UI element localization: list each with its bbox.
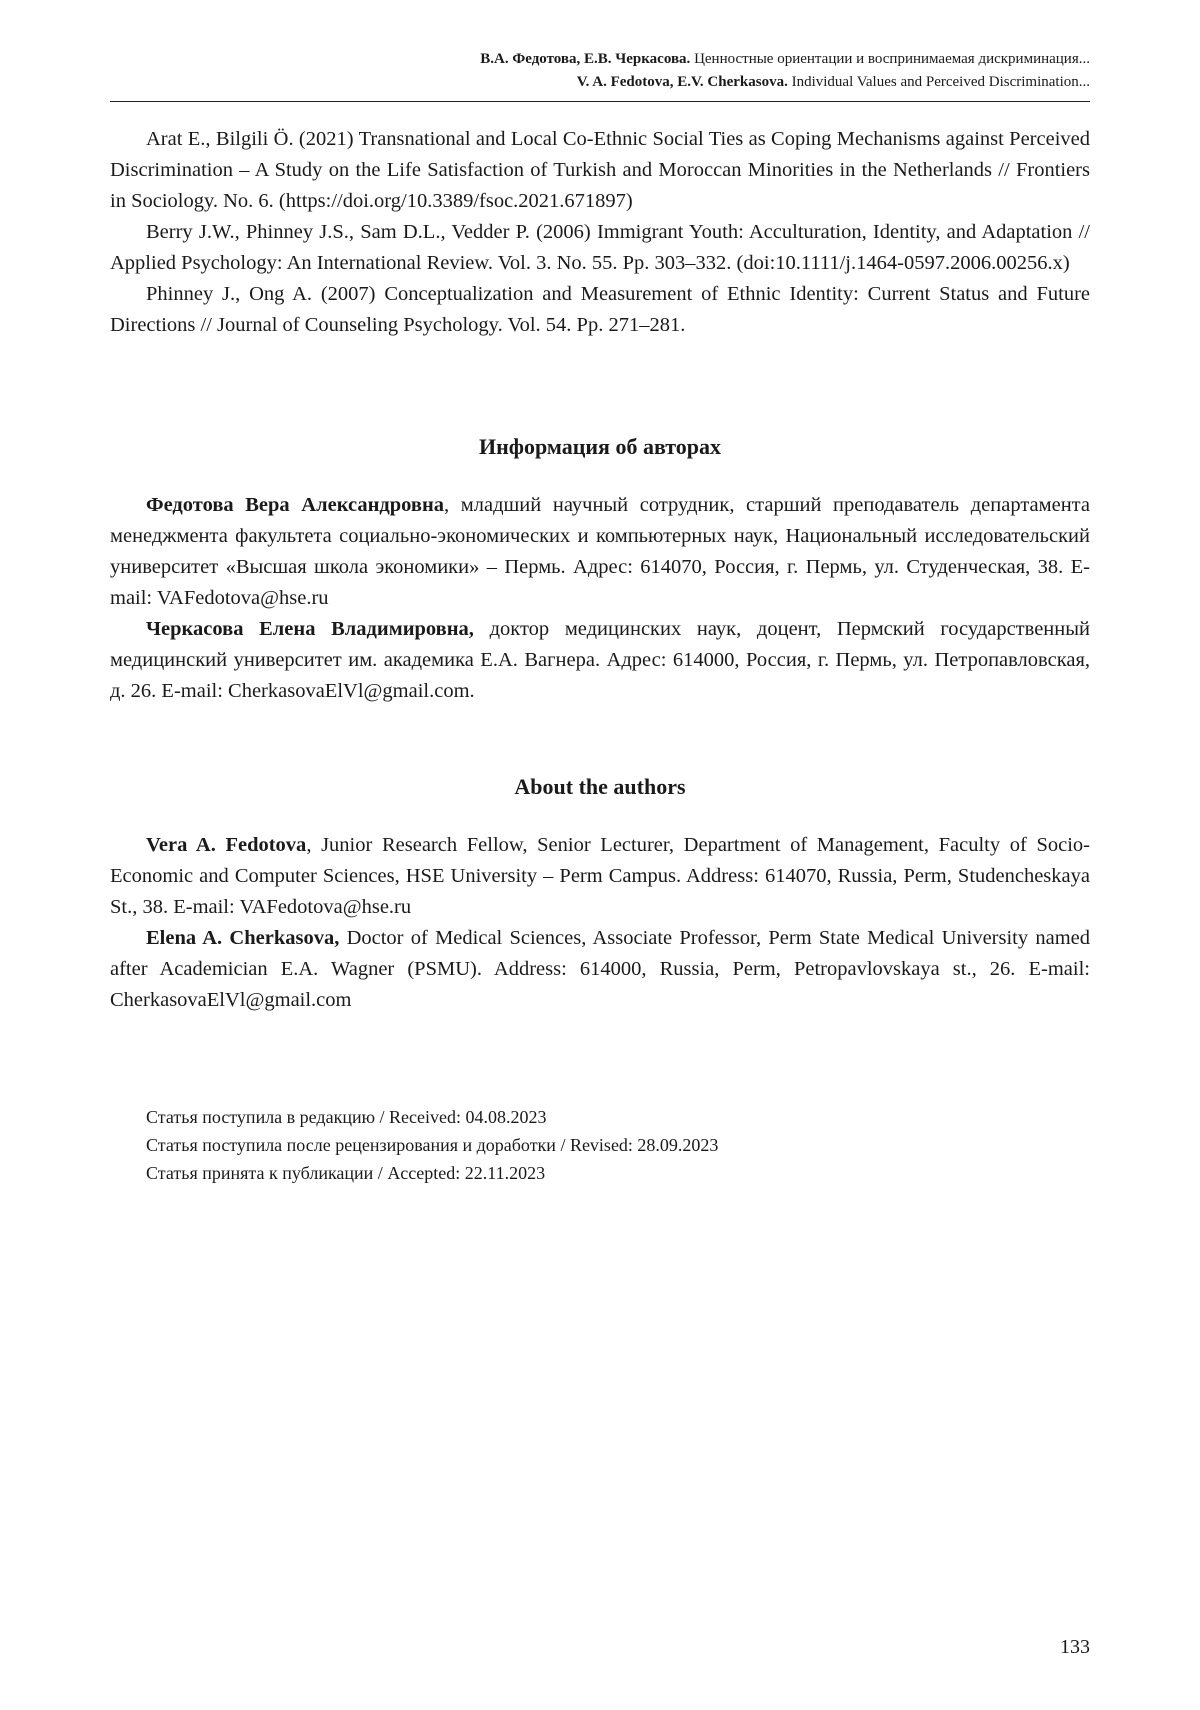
running-head-ru-title: Ценностные ориентации и воспринимаемая дискриминация... [694,51,1090,67]
author-name: Черкасова Елена Владимировна, [146,618,474,640]
authors-info-en [110,830,1090,1016]
author-details: , младший научный сотрудник, старший преподаватель департамента менеджмента факультета социально-экономических и компьютерных наук, Национальный исследовательский университет «Высшая школа экономики» – Пермь. Адрес: 614070, Россия, г. Пермь, ул. Студенческая, 38. E-mail: VAFedotova@hse.ru [110,494,1090,609]
date-received: Статья поступила в редакцию / Received: 04.08.2023 [146,1107,547,1127]
reference-list [110,124,1090,341]
author-details: Doctor of Medical Sciences, Associate Professor, Perm State Medical University named after Academician E.A. Wagner (PSMU). Address: 614000, Russia, Perm, Petropavlovskaya st., 26. E-mail: CherkasovaElVl@gmail.com [110,927,1090,1011]
page-number: 133 [1060,1636,1090,1658]
author-entry [110,923,1090,1016]
running-head-ru [110,48,1090,71]
author-name: Федотова Вера Александровна [146,494,445,516]
author-entry [110,830,1090,923]
authors-info-ru [110,490,1090,707]
section-title-authors-en: About the authors [514,774,686,799]
article-dates [146,1103,1046,1187]
page [110,0,1090,1710]
reference-item: Berry J.W., Phinney J.S., Sam D.L., Vedder P. (2006) Immigrant Youth: Acculturation, Identity, and Adaptation // Applied Psychology: An International Review. Vol. 3. No. 55. Pp. 303–332. (doi:10.1111/j.1464-0597.2006.00256.x) [110,221,1090,274]
reference-item: Arat E., Bilgili Ö. (2021) Transnational and Local Co-Ethnic Social Ties as Coping Mechanisms against Perceived Discrimination – A Study on the Life Satisfaction of Turkish and Moroccan Minorities in the Netherlands // Frontiers in Sociology. No. 6. (https://doi.org/10.3389/fsoc.2021.671897) [110,128,1090,212]
date-accepted: Статья принята к публикации / Accepted: 22.11.2023 [146,1163,546,1183]
running-head-en [110,71,1090,94]
running-head [110,48,1090,94]
reference-item: Phinney J., Ong A. (2007) Conceptualization and Measurement of Ethnic Identity: Current Status and Future Directions // Journal of Counseling Psychology. Vol. 54. Pp. 271–281. [110,283,1090,336]
author-name: Vera A. Fedotova [146,834,307,856]
author-details: , Junior Research Fellow, Senior Lecturer, Department of Management, Faculty of Socio-Economic and Computer Sciences, HSE University – Perm Campus. Address: 614070, Russia, Perm, Studencheskaya St., 38. E-mail: VAFedotova@hse.ru [110,834,1090,918]
running-head-en-authors: V. A. Fedotova, E.V. Cherkasova. [576,74,788,90]
running-head-ru-authors: В.А. Федотова, Е.В. Черкасова. [480,51,691,67]
running-head-en-title: Individual Values and Perceived Discrimination... [791,74,1090,90]
author-entry [110,614,1090,707]
section-title-authors-ru: Информация об авторах [478,434,722,459]
author-details: доктор медицинских наук, доцент, Пермский государственный медицинский университет им. академика Е.А. Вагнера. Адрес: 614000, Россия, г. Пермь, ул. Петропавловская, д. 26. E-mail: CherkasovaElVl@gmail.com. [110,618,1090,702]
date-revised: Статья поступила после рецензирования и доработки / Revised: 28.09.2023 [146,1135,719,1155]
author-name: Elena A. Cherkasova, [146,927,340,949]
header-divider [110,101,1090,102]
author-entry [110,490,1090,614]
